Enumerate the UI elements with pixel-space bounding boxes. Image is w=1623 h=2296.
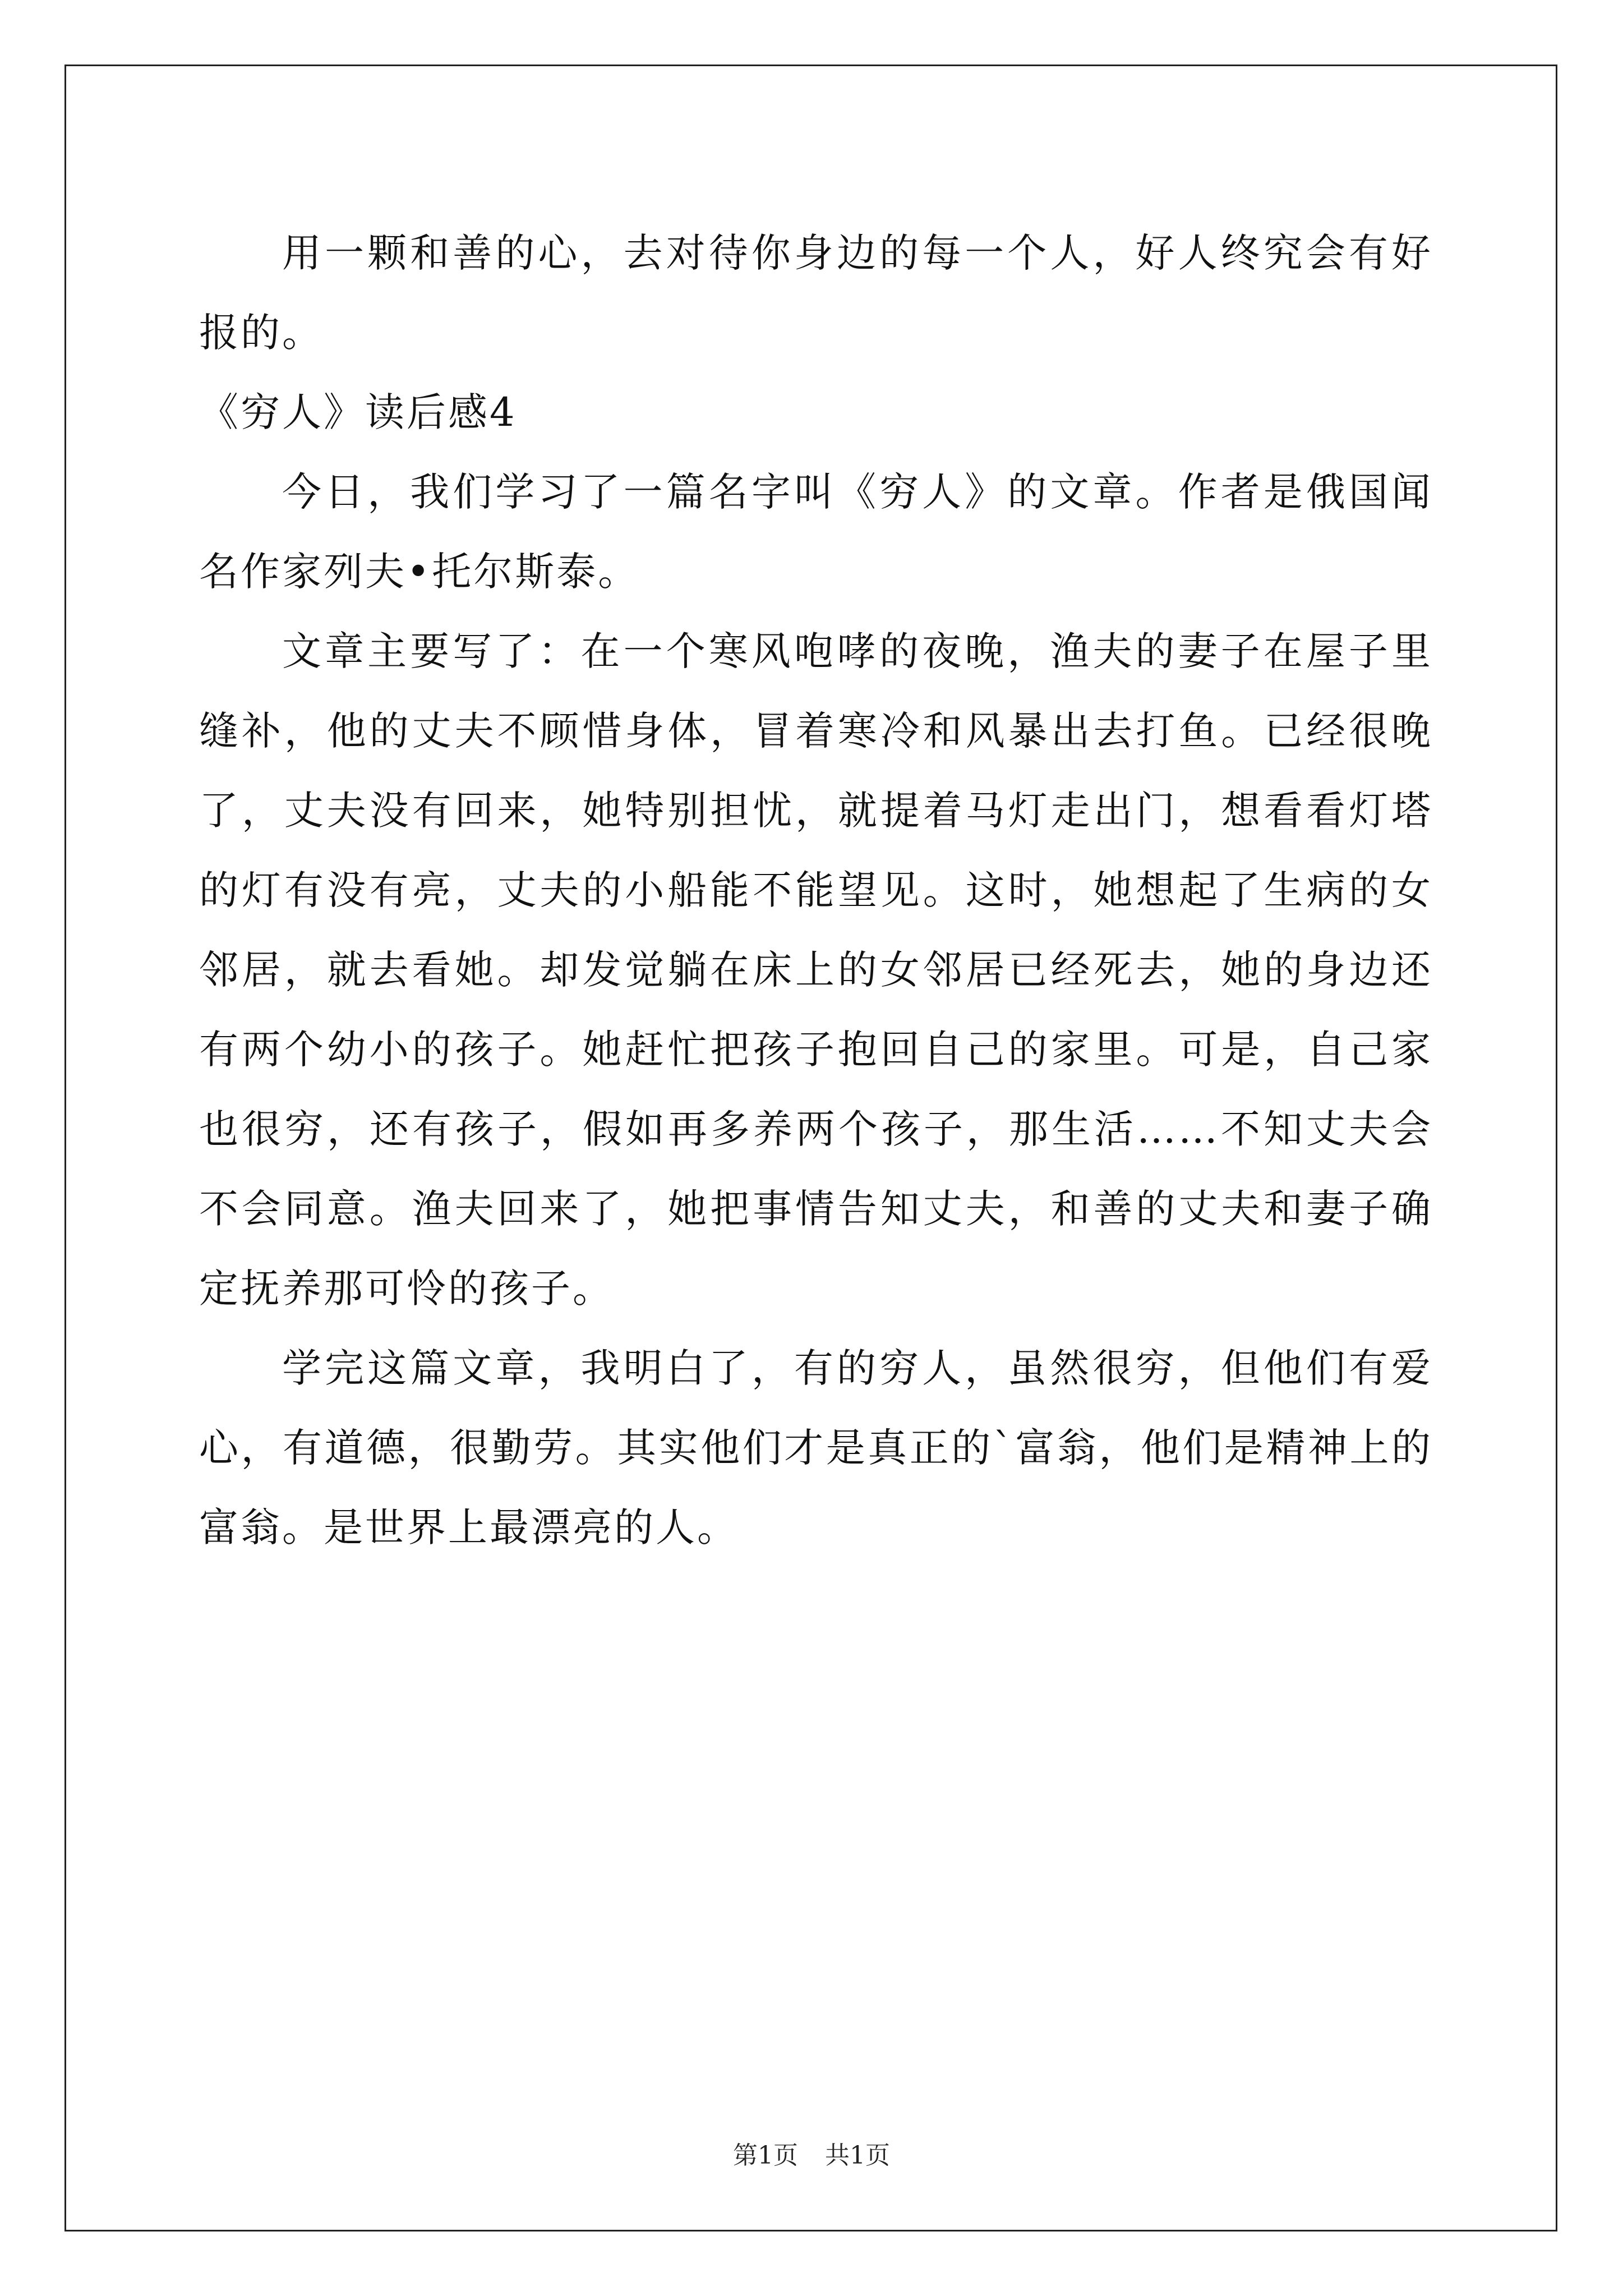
section-heading: 《穷人》读后感4 <box>199 389 517 435</box>
page-footer <box>0 2140 1623 2171</box>
paragraph-closing-remark: 用一颗和善的心，去对待你身边的每一个人，好人终究会有好报的。 <box>199 230 1433 356</box>
document-body <box>199 213 1433 1567</box>
page-total: 共1页 <box>825 2141 890 2170</box>
paragraph-summary: 文章主要写了：在一个寒风咆哮的夜晚，渔夫的妻子在屋子里缝补，他的丈夫不顾惜身体，冒着寒冷和风暴出去打鱼。已经很晚了，丈夫没有回来，她特别担忧，就提着马灯走出门，想看看灯塔的灯有没有亮，丈夫的小船能不能望见。这时，她想起了生病的女邻居，就去看她。却发觉躺在床上的女邻居已经死去，她的身边还有两个幼小的孩子。她赶忙把孩子抱回自己的家里。可是，自己家也很穷，还有孩子，假如再多养两个孩子，那生活……不知丈夫会不会同意。渔夫回来了，她把事情告知丈夫，和善的丈夫和妻子确定抚养那可怜的孩子。 <box>199 628 1433 1312</box>
paragraph-intro: 今日，我们学习了一篇名字叫《穷人》的文章。作者是俄国闻名作家列夫•托尔斯泰。 <box>199 469 1433 595</box>
paragraph-reflection: 学完这篇文章，我明白了，有的穷人，虽然很穷，但他们有爱心，有道德，很勤劳。其实他们才是真正的`富翁，他们是精神上的富翁。是世界上最漂亮的人。 <box>199 1345 1433 1550</box>
page-number: 第1页 <box>733 2141 798 2170</box>
